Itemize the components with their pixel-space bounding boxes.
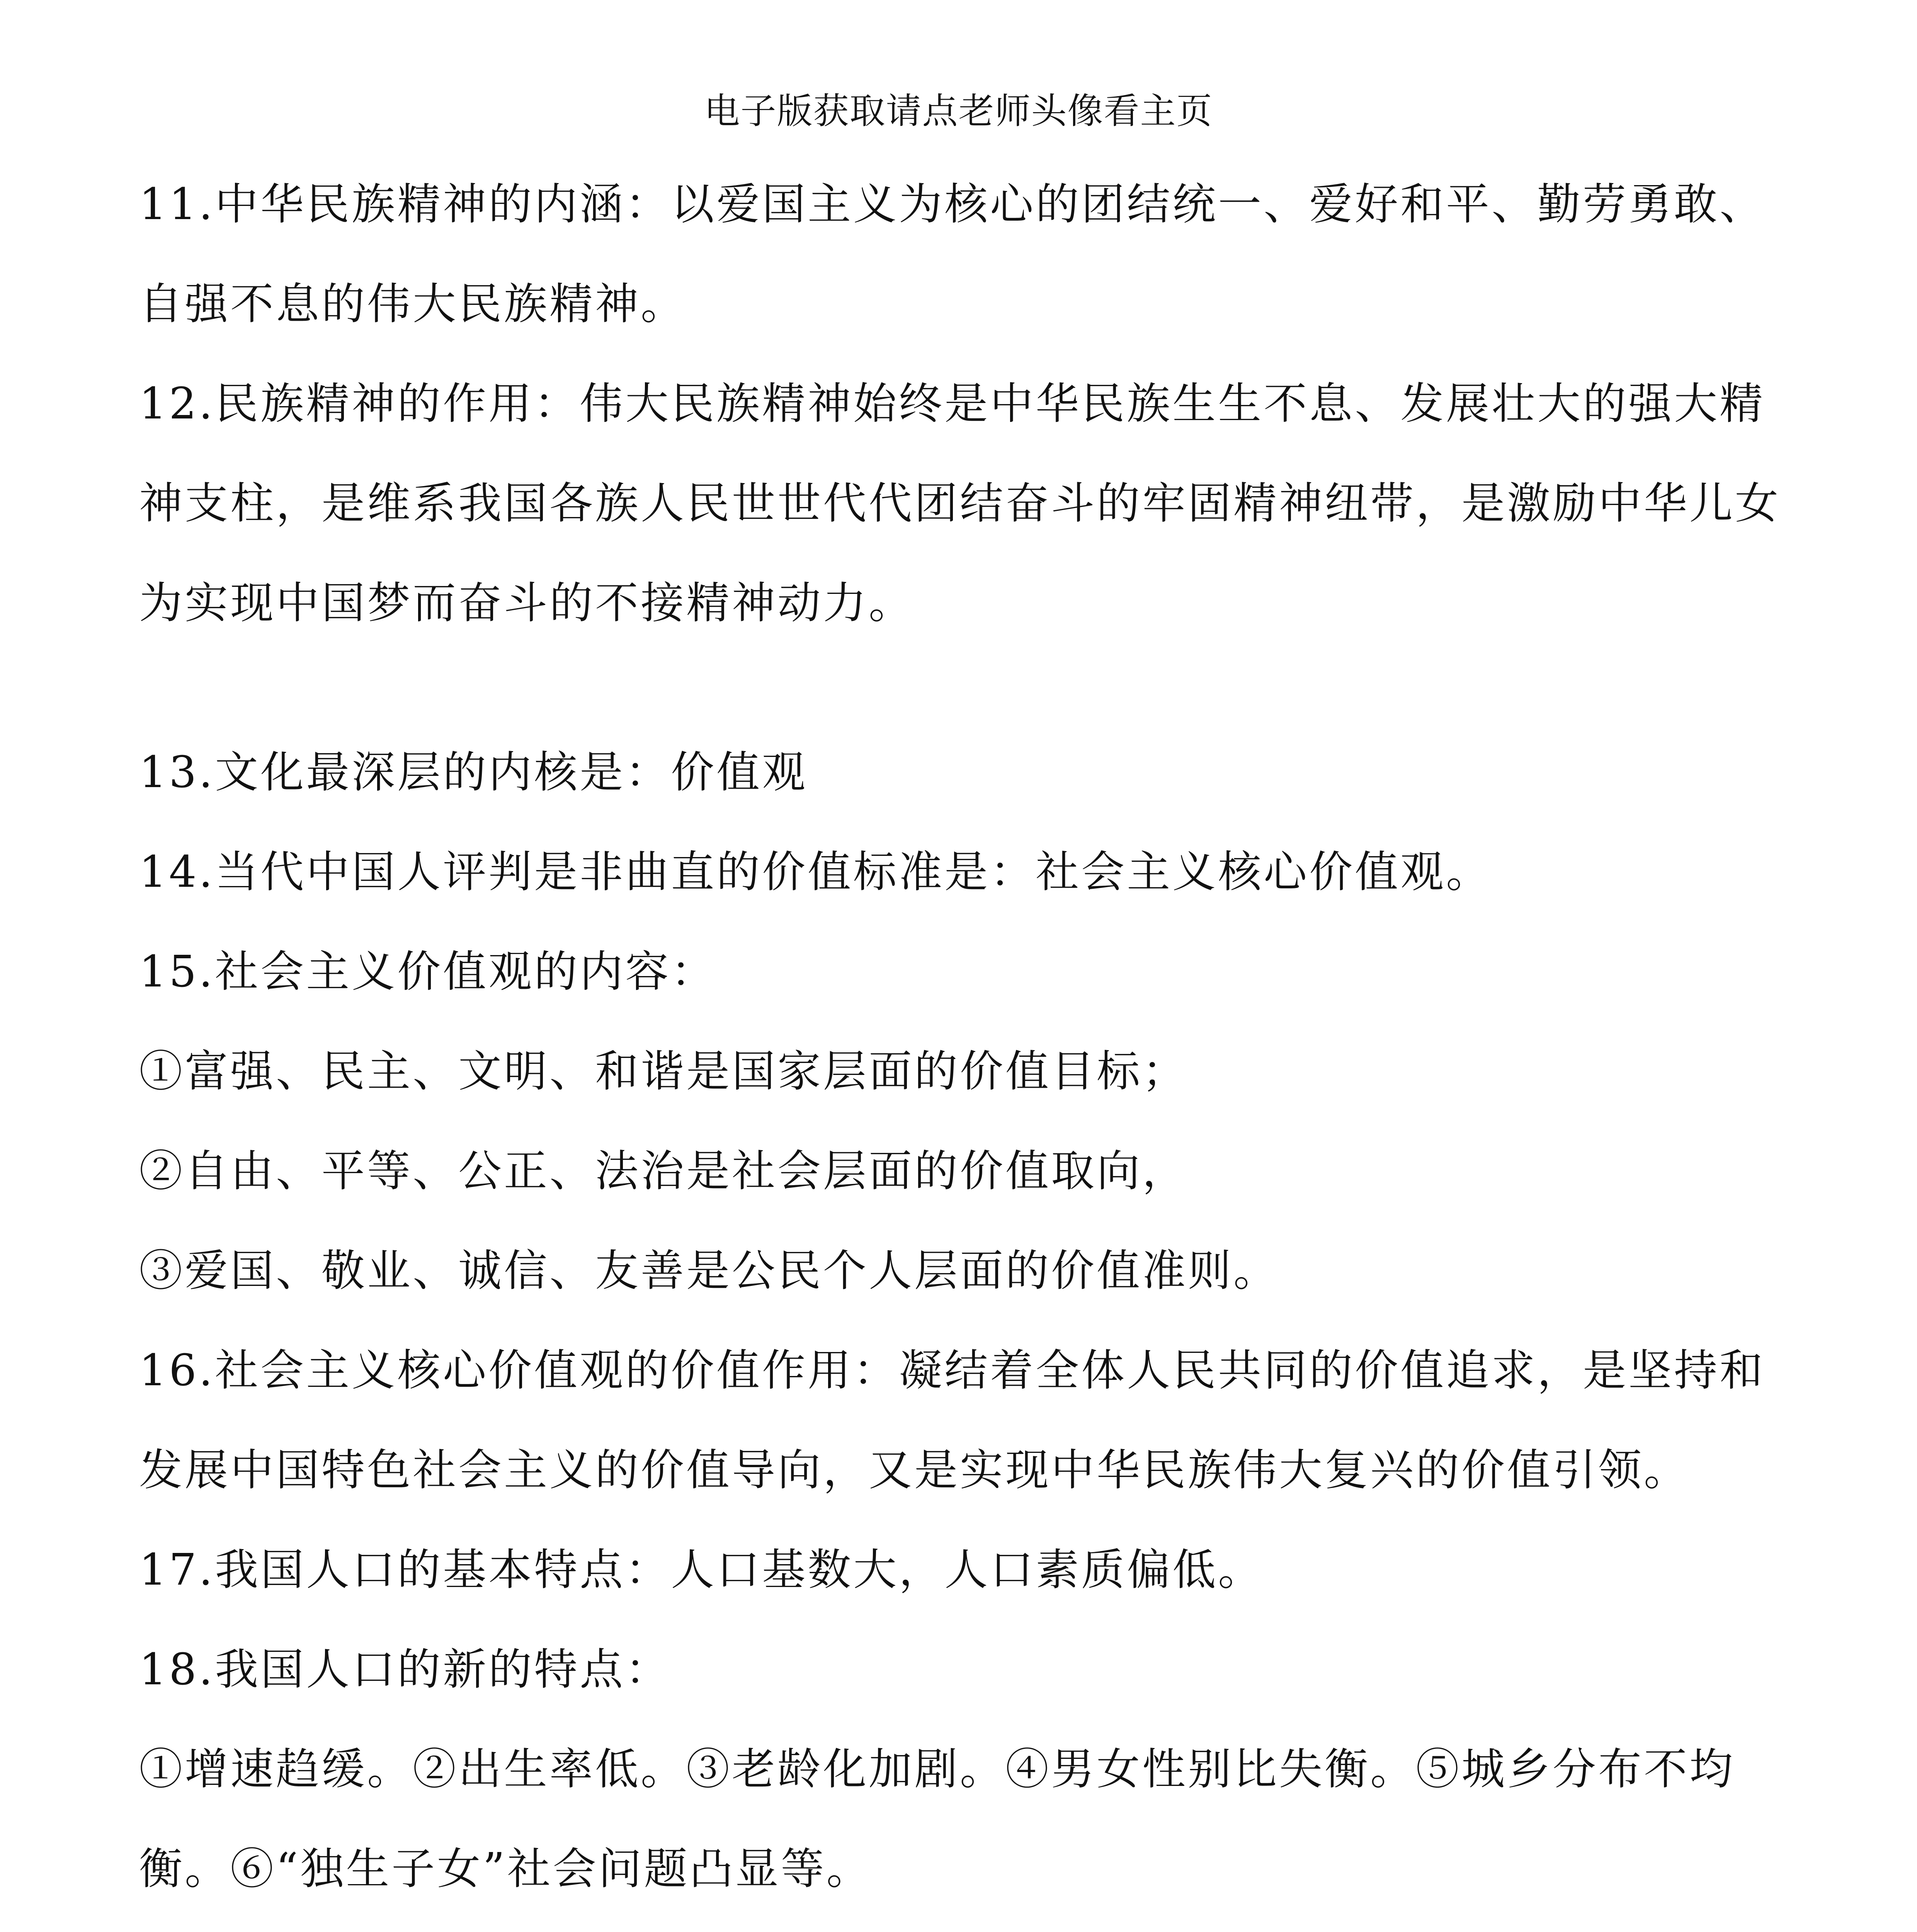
paragraph-15-item-1 xyxy=(139,1022,1781,1121)
paragraph-number: 16. xyxy=(139,1345,215,1396)
paragraph-18 xyxy=(139,1620,1781,1719)
paragraph-number: 13. xyxy=(139,747,215,798)
paragraph-text: 我国人口的新的特点： xyxy=(215,1645,671,1695)
paragraph-number: 15. xyxy=(139,947,215,997)
paragraph-13 xyxy=(139,723,1781,822)
paragraph-number: 11. xyxy=(139,179,215,230)
paragraph-17 xyxy=(139,1520,1781,1620)
paragraph-11 xyxy=(139,155,1781,354)
paragraph-19 xyxy=(139,1919,1781,1932)
paragraph-text: 我国人口的基本特点：人口基数大，人口素质偏低。 xyxy=(215,1545,1264,1595)
paragraph-text: 社会主义价值观的内容： xyxy=(215,947,717,997)
paragraph-number: 18. xyxy=(139,1645,215,1695)
paragraph-number: 12. xyxy=(139,379,215,429)
paragraph-text: ①富强、民主、文明、和谐是国家层面的价值目标； xyxy=(139,1046,1188,1097)
paragraph-number: 17. xyxy=(139,1545,215,1595)
paragraph-text: ②自由、平等、公正、法治是社会层面的价值取向， xyxy=(139,1146,1188,1196)
paragraph-text: 民族精神的作用：伟大民族精神始终是中华民族生生不息、发展壮大的强大精神支柱，是维系我国各族人民世世代代团结奋斗的牢固精神纽带，是激励中华儿女为实现中国梦而奋斗的不接精神动力。 xyxy=(139,379,1781,628)
paragraph-text: 当代中国人评判是非曲直的价值标准是：社会主义核心价值观。 xyxy=(215,847,1492,897)
paragraph-16 xyxy=(139,1321,1781,1520)
paragraph-number: 14. xyxy=(139,847,215,897)
document-body xyxy=(139,155,1781,1932)
paragraph-text: ③爱国、敬业、诚信、友善是公民个人层面的价值准则。 xyxy=(139,1246,1279,1296)
paragraph-text: 文化最深层的内核是：价值观 xyxy=(215,747,808,798)
page-header: 电子版获取请点老师头像看主页 xyxy=(704,90,1213,132)
paragraph-18-items xyxy=(139,1719,1781,1919)
paragraph-15-item-2 xyxy=(139,1121,1781,1221)
paragraph-text: 社会主义核心价值观的价值作用：凝结着全体人民共同的价值追求，是坚持和发展中国特色社会主义的价值导向，又是实现中华民族伟大复兴的价值引领。 xyxy=(139,1345,1766,1495)
paragraph-15 xyxy=(139,922,1781,1022)
paragraph-14 xyxy=(139,822,1781,922)
paragraph-text: ①增速趋缓。②出生率低。③老龄化加剧。④男女性别比失衡。⑤城乡分布不均衡。⑥“独生子女”社会问题凸显等。 xyxy=(139,1744,1735,1894)
paragraph-15-item-3 xyxy=(139,1221,1781,1321)
paragraph-text: 中华民族精神的内涵：以爱国主义为核心的团结统一、爱好和平、勤劳勇敢、自强不息的伟大民族精神。 xyxy=(139,179,1766,329)
paragraph-12 xyxy=(139,354,1781,653)
